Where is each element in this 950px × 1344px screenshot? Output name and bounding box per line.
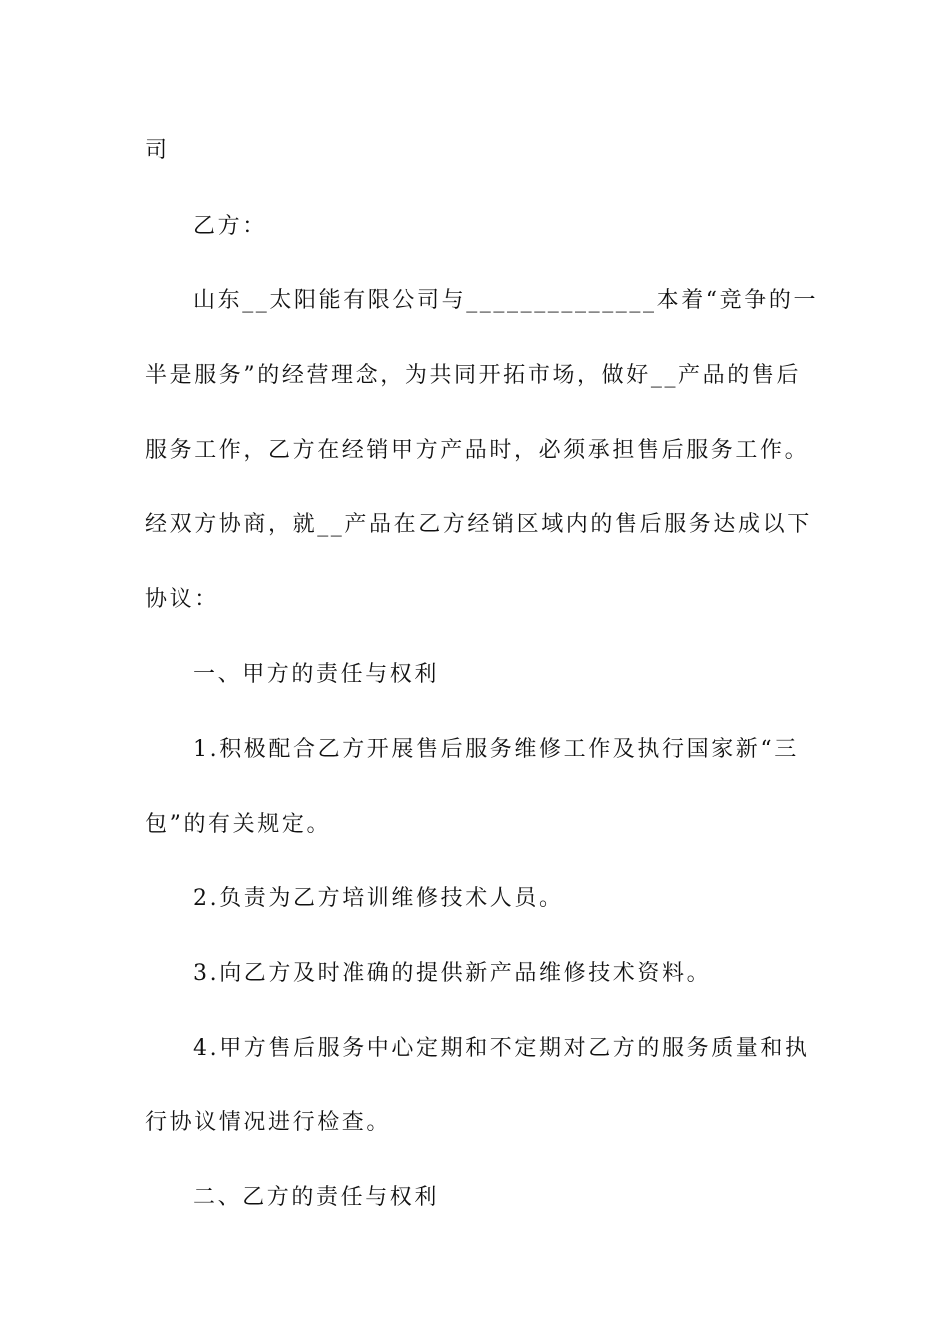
text-line-12: 3.向乙方及时准确的提供新产品维修技术资料。 [193, 961, 712, 986]
text-line-13: 4.甲方售后服务中心定期和不定期对乙方的服务质量和执 [193, 1036, 810, 1061]
text-line-10: 包”的有关规定。 [145, 812, 332, 837]
text-line-9: 1.积极配合乙方开展售后服务维修工作及执行国家新“三 [193, 737, 799, 762]
text-line-4: 半是服务”的经营理念，为共同开拓市场，做好__产品的售后 [145, 363, 802, 388]
text-line-5: 服务工作，乙方在经销甲方产品时，必须承担售后服务工作。 [145, 438, 810, 463]
section-heading-1: 一、甲方的责任与权利 [193, 662, 440, 687]
text-line-6: 经双方协商，就__产品在乙方经销区域内的售后服务达成以下 [145, 512, 812, 537]
text-line-14: 行协议情况进行检查。 [145, 1110, 392, 1135]
party-b-label: 乙方： [193, 214, 267, 239]
section-heading-2: 二、乙方的责任与权利 [193, 1185, 440, 1210]
text-line-7: 协议： [145, 587, 219, 612]
text-line-11: 2.负责为乙方培训维修技术人员。 [193, 886, 564, 911]
text-line-1: 司 [145, 138, 170, 163]
text-line-3: 山东__太阳能有限公司与______________本着“竞争的一 [193, 288, 819, 313]
